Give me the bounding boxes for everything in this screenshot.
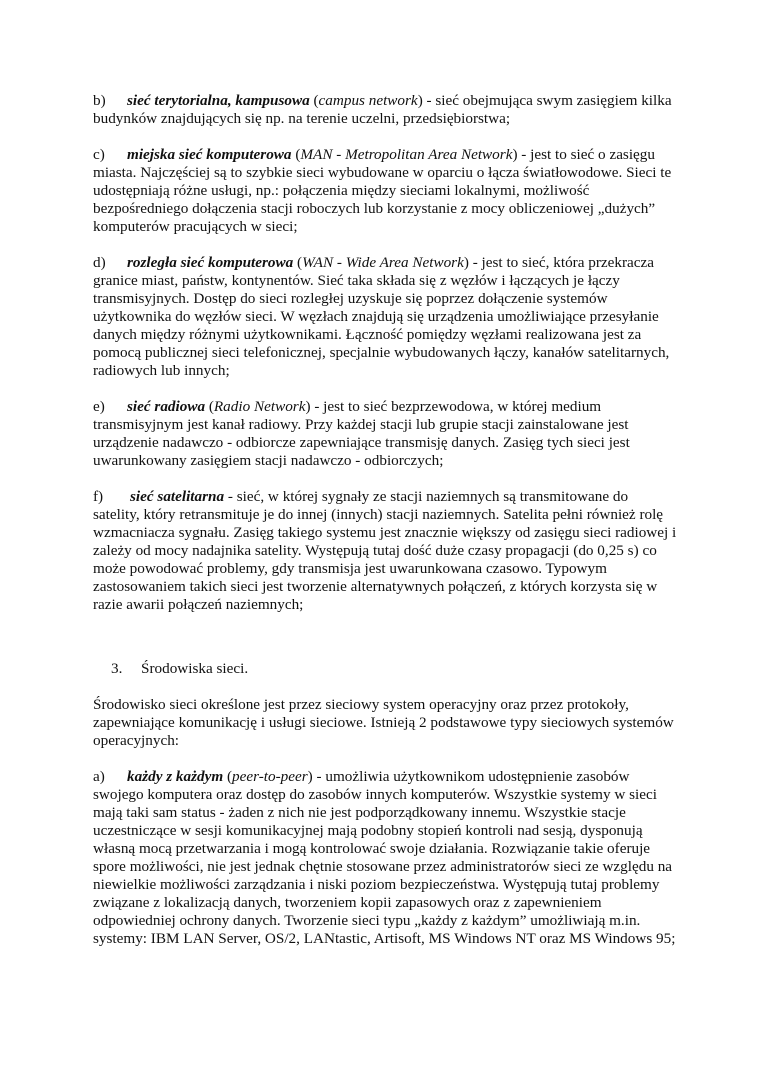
definition-text: - jest to sieć bezprzewodowa, w której medium transmisyjnym jest kanał radiowy. Przy każdej stacji lub grupie stacji zainstalowane jest urządzenie nadawczo - odbiorcze zapewniające transmisję danych. Zasięg tych sieci jest uwarunkowany zasięgiem stacji nadawczo - odbiorczych; (93, 398, 630, 469)
list-marker: d) (93, 254, 106, 271)
alt-name: MAN - Metropolitan Area Network (300, 146, 513, 163)
list-item-campus-network (93, 92, 678, 128)
term: każdy z każdym (127, 768, 224, 785)
alt-name: Radio Network (213, 398, 306, 415)
term: sieć satelitarna (130, 488, 225, 505)
section-heading (93, 660, 678, 678)
paren-open: ( (223, 768, 233, 785)
definition-text: - sieć, w której sygnały ze stacji naziemnych są transmitowane do satelity, który retransmituje je do innej (innych) stacji naziemnych. Satelita pełni również rolę wzmacniacza sygnału. Zasięg takiego systemu jest znacznie większy od zasięgu sieci radiowej i zależy od mocy nadajnika satelity. Występują tutaj dość duże czasy propagacji (do 0,25 s) co może powodować problemy, gdy transmisja jest uwarunkowana czasowo. Typowym zastosowaniem takich sieci jest tworzenie alternatywnych połączeń, z których korzysta się w razie awarii połączeń naziemnych; (93, 488, 677, 613)
list-marker: a) (93, 768, 105, 785)
paren-close: ) (305, 398, 311, 415)
term: miejska sieć komputerowa (127, 146, 292, 163)
paren-open: ( (293, 254, 303, 271)
section-intro: Środowisko sieci określone jest przez sieciowy system operacyjny oraz przez protokoły, zapewniające komunikację i usługi sieciowe. Istnieją 2 podstawowe typy sieciowych systemów operacyjnych: (93, 696, 674, 749)
definition-text: - umożliwia użytkownikom udostępnienie zasobów swojego komputera oraz dostęp do zasobów innych komputerów. Wszystkie systemy w sieci mają taki sam status - żaden z nich nie jest podporządkowany innemu. Wszystkie stacje uczestniczące w sesji komunikacyjnej mają podobny stopień kontroli nad sesją, dysponują własną mocą przetwarzania i mogą kontrolować swoje działania. Rozwiązanie takie oferuje spore możliwości, nie jest jednak chętnie stosowane przez administratorów sieci ze względu na niewielkie możliwości zarządzania i niski poziom bezpieczeństwa. Występują tutaj problemy związane z lokalizacją danych, tworzeniem kopii zapasowych oraz z zapewnieniem odpowiedniej ochrony danych. Tworzenie sieci typu „każdy z każdym” umożliwiają m.in. systemy: IBM LAN Server, OS/2, LANtastic, Artisoft, MS Windows NT oraz MS Windows 95; (93, 768, 676, 947)
term: sieć terytorialna, kampusowa (127, 92, 310, 109)
section-number: 3. (111, 660, 123, 677)
paren-close: ) (307, 768, 313, 785)
list-item-wan (93, 254, 678, 380)
paren-close: ) (463, 254, 469, 271)
term: sieć radiowa (127, 398, 206, 415)
paren-close: ) (417, 92, 423, 109)
paren-open: ( (291, 146, 301, 163)
alt-name: peer-to-peer (232, 768, 308, 785)
list-item-man (93, 146, 678, 236)
list-marker: b) (93, 92, 106, 109)
definition-text: - jest to sieć o zasięgu miasta. Najczęściej są to szybkie sieci wybudowane w oparciu o łącza światłowodowe. Sieci te udostępniają różne usługi, np.: połączenia między sieciami lokalnymi, możliwość bezpośredniego dołączenia stacji roboczych lub korzystanie z mocy obliczeniowej „dużych” komputerów pracujących w sieci; (93, 146, 672, 235)
list-item-satellite-network (93, 488, 678, 614)
paren-open: ( (309, 92, 319, 109)
list-marker: c) (93, 146, 105, 163)
document-page (93, 92, 678, 966)
list-item-peer-to-peer (93, 768, 678, 948)
term: rozległa sieć komputerowa (127, 254, 294, 271)
paren-close: ) (512, 146, 518, 163)
alt-name: WAN - Wide Area Network (302, 254, 464, 271)
list-marker: e) (93, 398, 105, 415)
paren-open: ( (205, 398, 214, 415)
definition-text: - sieć obejmująca swym zasięgiem kilka budynków znajdujących się np. na terenie uczelni, przedsiębiorstwa; (93, 92, 672, 127)
list-marker: f) (93, 488, 104, 505)
list-item-radio-network (93, 398, 678, 470)
alt-name: campus network (318, 92, 418, 109)
definition-text: - jest to sieć, która przekracza granice miast, państw, kontynentów. Sieć taka składa się z węzłów i łączących je łączy transmisyjnych. Dostęp do sieci rozległej uzyskuje się poprzez dołączenie systemów użytkownika do węzłów sieci. W węzłach znajdują się urządzenia umożliwiające przesyłanie danych między różnymi użytkownikami. Łączność pomiędzy węzłami realizowana jest za pomocą publicznej sieci telefonicznej, specjalnie wybudowanych łączy, kanałów satelitarnych, radiowych lub innych; (93, 254, 670, 379)
section-title: Środowiska sieci. (141, 660, 249, 677)
